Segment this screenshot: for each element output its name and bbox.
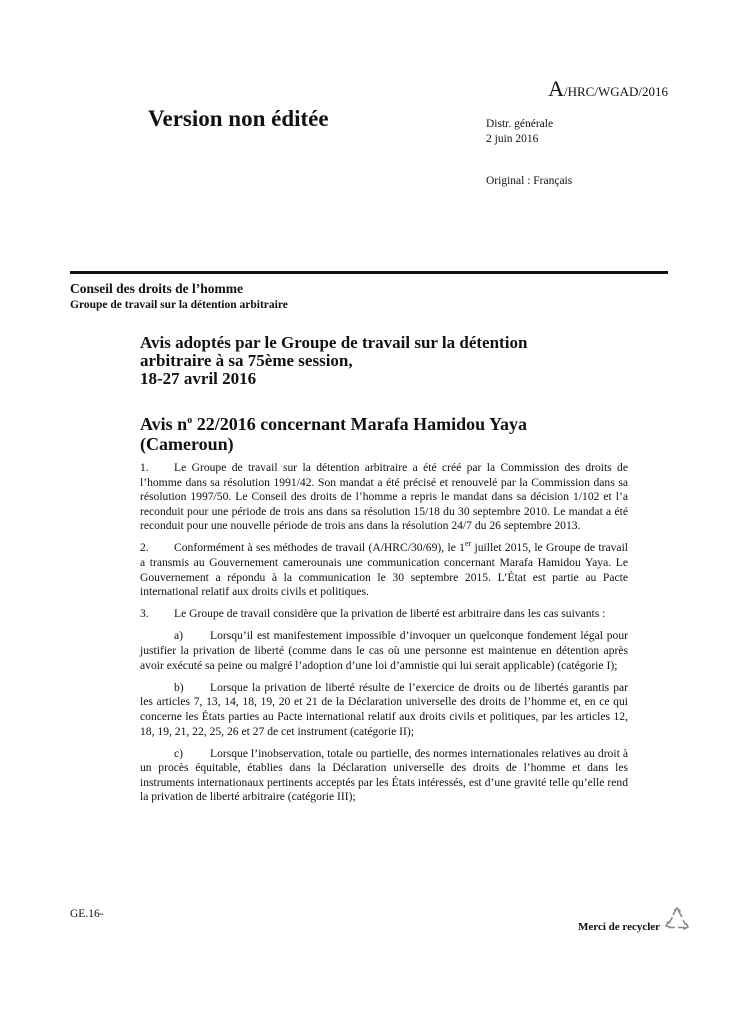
session-heading-line: Avis adoptés par le Groupe de travail sur la détention: [140, 333, 528, 352]
symbol-suffix: /HRC/WGAD/2016: [564, 84, 668, 99]
paragraph-text: Conformément à ses méthodes de travail (A/HRC/30/69), le 1: [174, 541, 465, 555]
opinion-heading-line: (Cameroun): [140, 434, 234, 454]
category-label: a): [174, 629, 184, 643]
recycle-text: Merci de recycler: [578, 921, 661, 933]
category-a: [140, 629, 628, 673]
symbol-prefix: A: [548, 76, 564, 101]
original-language: Original : Français: [486, 175, 573, 187]
session-heading-line: arbitraire à sa 75ème session,: [140, 351, 353, 370]
session-heading-line: 18-27 avril 2016: [140, 369, 257, 388]
working-group-name: Groupe de travail sur la détention arbitraire: [70, 299, 288, 311]
distribution-label: Distr. générale: [486, 118, 554, 130]
opinion-heading-text: Avis n: [140, 414, 188, 434]
paragraph-1: [140, 461, 628, 534]
council-name: Conseil des droits de l’homme: [70, 281, 244, 296]
header-divider: [70, 271, 668, 274]
paragraph-number: 1.: [140, 461, 149, 474]
category-text: Lorsque la privation de liberté résulte de l’exercice de droits ou de libertés garantis par les articles 7, 13, 14, 18, 19, 20 et 21 de la Déclaration universelle des droits de l’homme et, en ce qui concerne les États parties au Pacte international relatif aux droits civils et politiques, par les articles 12, 18, 19, 21, 22, 25, 26 et 27 de cet instrument (catégorie II);: [140, 680, 628, 738]
document-symbol: [548, 76, 668, 102]
category-b: [140, 681, 628, 739]
paragraph-text: Le Groupe de travail sur la détention arbitraire a été créé par la Commission des droits de l’homme dans sa résolution 1991/42. Son mandat a été précisé et renouvelé par la Commission dans sa résolution 1997/50. Le Conseil des droits de l’homme a repris le mandat dans sa décision 1/102 et l’a reconduit pour une période de trois ans dans sa résolution 15/18 du 30 septembre 2010. Le mandat a été reconduit pour une nouvelle période de trois ans dans la résolution 24/7 du 26 septembre 2013.: [140, 461, 628, 533]
category-c: [140, 747, 628, 805]
body-text: [140, 461, 628, 812]
category-label: b): [174, 680, 184, 694]
paragraph-3: [140, 607, 628, 622]
paragraph-2: [140, 541, 628, 599]
paragraph-text: juillet 2015, le Groupe de travail a transmis au Gouvernement camerounais une communication concernant Marafa Hamidou Yaya. Le Gouvernement a répondu à la communication le 30 septembre 2015. L’État est partie au Pacte international relatif aux droits civils et politiques.: [140, 541, 629, 599]
recycle-icon: [663, 906, 691, 934]
superscript: er: [464, 539, 472, 549]
page-title: Version non éditée: [148, 106, 329, 131]
opinion-heading-line: [140, 411, 600, 434]
document-date: 2 juin 2016: [486, 133, 539, 145]
opinion-heading-sup: o: [187, 415, 193, 426]
distribution-block: [486, 117, 553, 147]
category-text: Lorsque l’inobservation, totale ou partielle, des normes internationales relatives au droit à un procès équitable, établies dans la Déclaration universelle des droits de l’homme et dans les instruments internationaux pertinents acceptés par les États intéressés, est d’une gravité telle qu’elle rend la privation de liberté arbitraire (catégorie III);: [140, 746, 628, 804]
paragraph-text: Le Groupe de travail considère que la privation de liberté est arbitraire dans les cas suivants :: [174, 607, 606, 621]
session-heading: [140, 334, 600, 388]
category-text: Lorsqu’il est manifestement impossible d’invoquer un quelconque fondement légal pour justifier la privation de liberté (comme dans le cas où une personne est maintenue en détention après avoir exécuté sa peine ou malgré l’adoption d’une loi d’amnistie qui lui serait applicable) (catégorie I);: [140, 629, 628, 672]
ge-number: GE.16-: [70, 908, 104, 920]
opinion-heading: [140, 411, 600, 454]
opinion-heading-text: 22/2016 concernant Marafa Hamidou Yaya: [192, 414, 527, 434]
paragraph-number: 2.: [140, 541, 149, 555]
category-label: c): [174, 746, 184, 760]
paragraph-number: 3.: [140, 607, 149, 621]
